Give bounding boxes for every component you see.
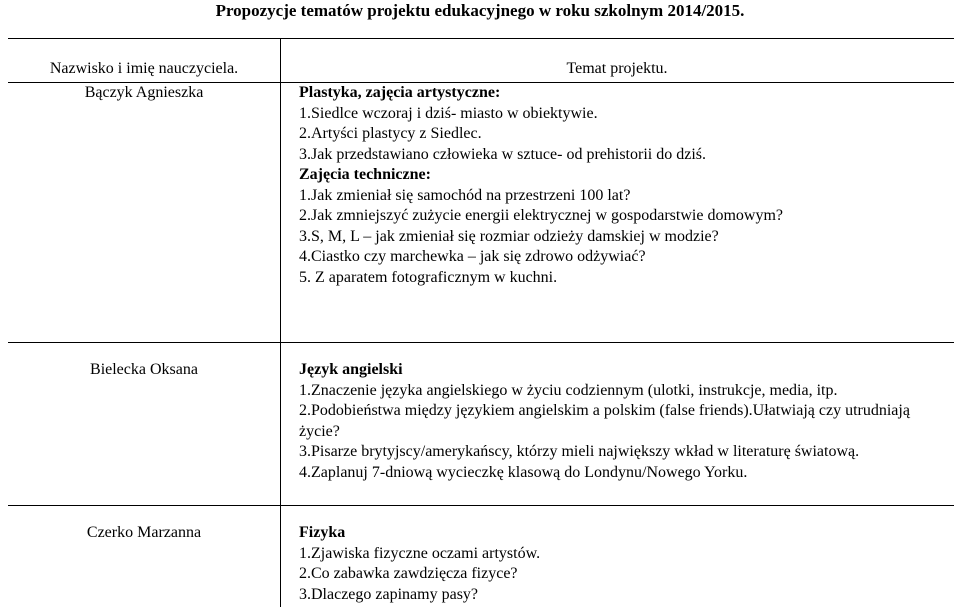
topic-item: 3.Pisarze brytyjscy/amerykańscy, którzy mieli największy wkład w literaturę światową. <box>299 443 860 460</box>
topic-item: 2.Jak zmniejszyć zużycie energii elektrycznej w gospodarstwie domowym? <box>299 207 783 224</box>
table-header-row <box>8 56 954 83</box>
topic-item: 5. Z aparatem fotograficznym w kuchni. <box>299 268 558 286</box>
subject-heading: Plastyka, zajęcia artystyczne: <box>299 84 501 101</box>
topic-item: 1.Jak zmieniał się samochód na przestrzeni 100 lat? <box>299 186 631 204</box>
subject-heading: Zajęcia techniczne: <box>299 166 431 183</box>
topic-item: 3.Jak przedstawiano człowieka w sztuce- od prehistorii do dziś. <box>299 145 706 163</box>
teacher-name: Bielecka Oksana <box>90 361 198 378</box>
header-teacher: Nazwisko i imię nauczyciela. <box>49 60 239 77</box>
topic-item: 4.Ciastko czy marchewka – jak się zdrowo odżywiać? <box>299 248 646 265</box>
topic-item: 1.Siedlce wczoraj i dziś- miasto w obiektywie. <box>299 104 598 122</box>
header-topic: Temat projektu. <box>566 60 668 77</box>
table-row <box>8 342 954 506</box>
topic-item: 1.Znaczenie języka angielskiego w życiu codziennym (ulotki, instrukcje, media, itp. <box>299 381 838 399</box>
table-row <box>8 83 954 341</box>
topic-item: 2.Podobieństwa między językiem angielskim a polskim (false friends).Ułatwiają czy utrudniają życie? <box>299 402 910 440</box>
topic-item: 2.Artyści plastycy z Siedlec. <box>299 125 482 142</box>
topic-item: 4.Zaplanuj 7-dniową wycieczkę klasową do Londynu/Nowego Yorku. <box>299 463 748 481</box>
topics-cell <box>299 523 949 605</box>
topic-item: 1.Zjawiska fizyczne oczami artystów. <box>299 544 541 562</box>
teacher-name: Bączyk Agnieszka <box>84 84 204 101</box>
projects-table <box>8 39 954 607</box>
topics-cell <box>299 83 949 288</box>
document-title: Propozycje tematów projektu edukacyjnego w roku szkolnym 2014/2015. <box>215 1 745 20</box>
topic-item: 2.Co zabawka zawdzięcza fizyce? <box>299 565 518 582</box>
subject-heading: Język angielski <box>299 361 403 378</box>
topics-cell <box>299 360 949 483</box>
table-row <box>8 505 954 608</box>
topic-item: 3.S, M, L – jak zmieniał się rozmiar odzieży damskiej w modzie? <box>299 227 719 245</box>
subject-heading: Fizyka <box>299 524 346 541</box>
teacher-name: Czerko Marzanna <box>86 524 202 541</box>
topic-item: 3.Dlaczego zapinamy pasy? <box>299 585 479 603</box>
